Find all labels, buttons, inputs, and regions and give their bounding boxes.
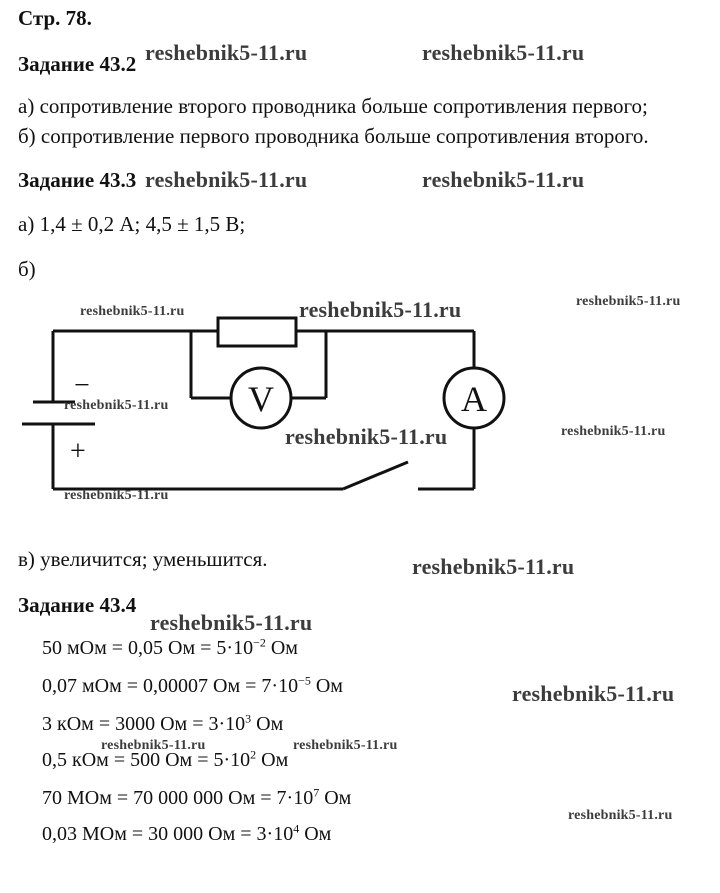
voltmeter-label: V <box>248 379 274 419</box>
plus-sign: + <box>70 436 86 467</box>
watermark: reshebnik5-11.ru <box>145 40 308 65</box>
watermark: reshebnik5-11.ru <box>576 294 681 309</box>
formula-row: 50 мОм = 0,05 Ом = $5\cdot 10^{-2}$ Ом <box>42 635 298 659</box>
task-43-3-answer-b: б) <box>18 257 36 281</box>
watermark: reshebnik5-11.ru <box>80 304 185 319</box>
formula-row: 0,03 МОм = 30 000 Ом = $3\cdot 10^4$ Ом <box>42 821 332 845</box>
watermark: reshebnik5-11.ru <box>285 424 448 449</box>
watermark: reshebnik5-11.ru <box>568 808 673 823</box>
watermark: reshebnik5-11.ru <box>512 681 675 706</box>
watermark: reshebnik5-11.ru <box>299 297 462 322</box>
task-43-2-answer-a: а) сопротивление второго проводника больше сопротивления первого; <box>18 94 648 118</box>
resistor <box>218 318 296 346</box>
formula-row: 0,5 кОм = 500 Ом = $5\cdot 10^2$ Ом <box>42 747 289 771</box>
watermark: reshebnik5-11.ru <box>145 167 308 192</box>
watermark: reshebnik5-11.ru <box>422 40 585 65</box>
task-43-2-title: Задание 43.2 <box>18 52 137 76</box>
formula-row: 3 кОм = 3000 Ом = $3\cdot 10^3$ Ом <box>42 711 284 735</box>
task-43-2-answer-b: б) сопротивление первого проводника больше сопротивления второго. <box>18 124 649 148</box>
watermark: reshebnik5-11.ru <box>64 398 169 413</box>
page-number: Стр. 78. <box>18 6 92 30</box>
watermark: reshebnik5-11.ru <box>412 554 575 579</box>
task-43-3-answer-v: в) увеличится; уменьшится. <box>18 547 268 571</box>
task-43-4-title: Задание 43.4 <box>18 593 137 617</box>
switch-blade <box>343 462 408 489</box>
watermark: reshebnik5-11.ru <box>150 610 313 635</box>
ammeter-label: A <box>461 379 487 419</box>
watermark: reshebnik5-11.ru <box>422 167 585 192</box>
task-43-3-answer-a: а) 1,4 ± 0,2 А; 4,5 ± 1,5 В; <box>18 212 246 236</box>
watermark: reshebnik5-11.ru <box>293 738 398 753</box>
task-43-3-title: Задание 43.3 <box>18 168 137 192</box>
watermark: reshebnik5-11.ru <box>64 488 169 503</box>
minus-sign: − <box>74 370 90 401</box>
formula-row: 70 МОм = 70 000 000 Ом = $7\cdot 10^7$ Ом <box>42 785 352 809</box>
watermark: reshebnik5-11.ru <box>101 738 206 753</box>
formula-row: 0,07 мОм = 0,00007 Ом = $7\cdot 10^{-5}$ Ом <box>42 673 343 697</box>
watermark: reshebnik5-11.ru <box>561 424 666 439</box>
